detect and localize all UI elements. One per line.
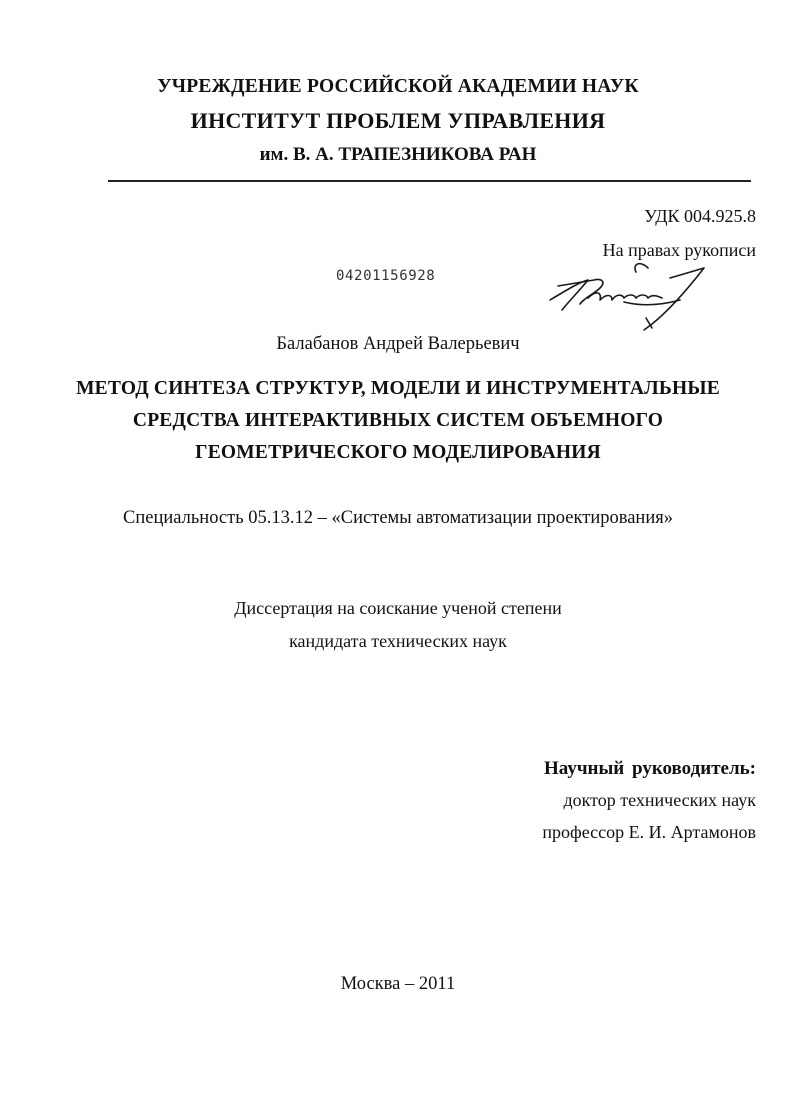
supervisor-name: профессор Е. И. Артамонов — [542, 822, 756, 842]
supervisor-degree: доктор технических наук — [563, 790, 756, 810]
thesis-title-line-3: ГЕОМЕТРИЧЕСКОГО МОДЕЛИРОВАНИЯ — [195, 442, 601, 463]
signature-stroke — [644, 268, 704, 330]
handwritten-signature — [540, 238, 720, 338]
signature-stroke — [635, 264, 648, 272]
manuscript-rights-note: На правах рукописи — [602, 240, 756, 260]
thesis-title-line-2: СРЕДСТВА ИНТЕРАКТИВНЫХ СИСТЕМ ОБЪЕМНОГО — [132, 410, 664, 431]
supervisor-label: Научный руководитель: — [544, 758, 756, 779]
signature-stroke — [588, 293, 662, 300]
header-divider — [108, 180, 751, 182]
dissertation-line-2: кандидата технических наук — [289, 631, 507, 651]
city-year: Москва – 2011 — [340, 974, 456, 994]
organization-line-3: им. В. А. ТРАПЕЗНИКОВА РАН — [259, 144, 537, 165]
organization-line-1: УЧРЕЖДЕНИЕ РОССИЙСКОЙ АКАДЕМИИ НАУК — [157, 76, 639, 97]
organization-line-2: ИНСТИТУТ ПРОБЛЕМ УПРАВЛЕНИЯ — [190, 108, 606, 133]
specialty: Специальность 05.13.12 – «Системы автоматизации проектирования» — [123, 508, 673, 528]
udk-code: УДК 004.925.8 — [644, 206, 756, 226]
signature-stroke — [624, 300, 680, 305]
barcode-number: 04201156928 — [336, 268, 436, 284]
author-name: Балабанов Андрей Валерьевич — [276, 334, 520, 354]
thesis-title-line-1: МЕТОД СИНТЕЗА СТРУКТУР, МОДЕЛИ И ИНСТРУМЕНТАЛЬНЫЕ — [76, 378, 720, 399]
dissertation-line-1: Диссертация на соискание ученой степени — [234, 598, 562, 618]
